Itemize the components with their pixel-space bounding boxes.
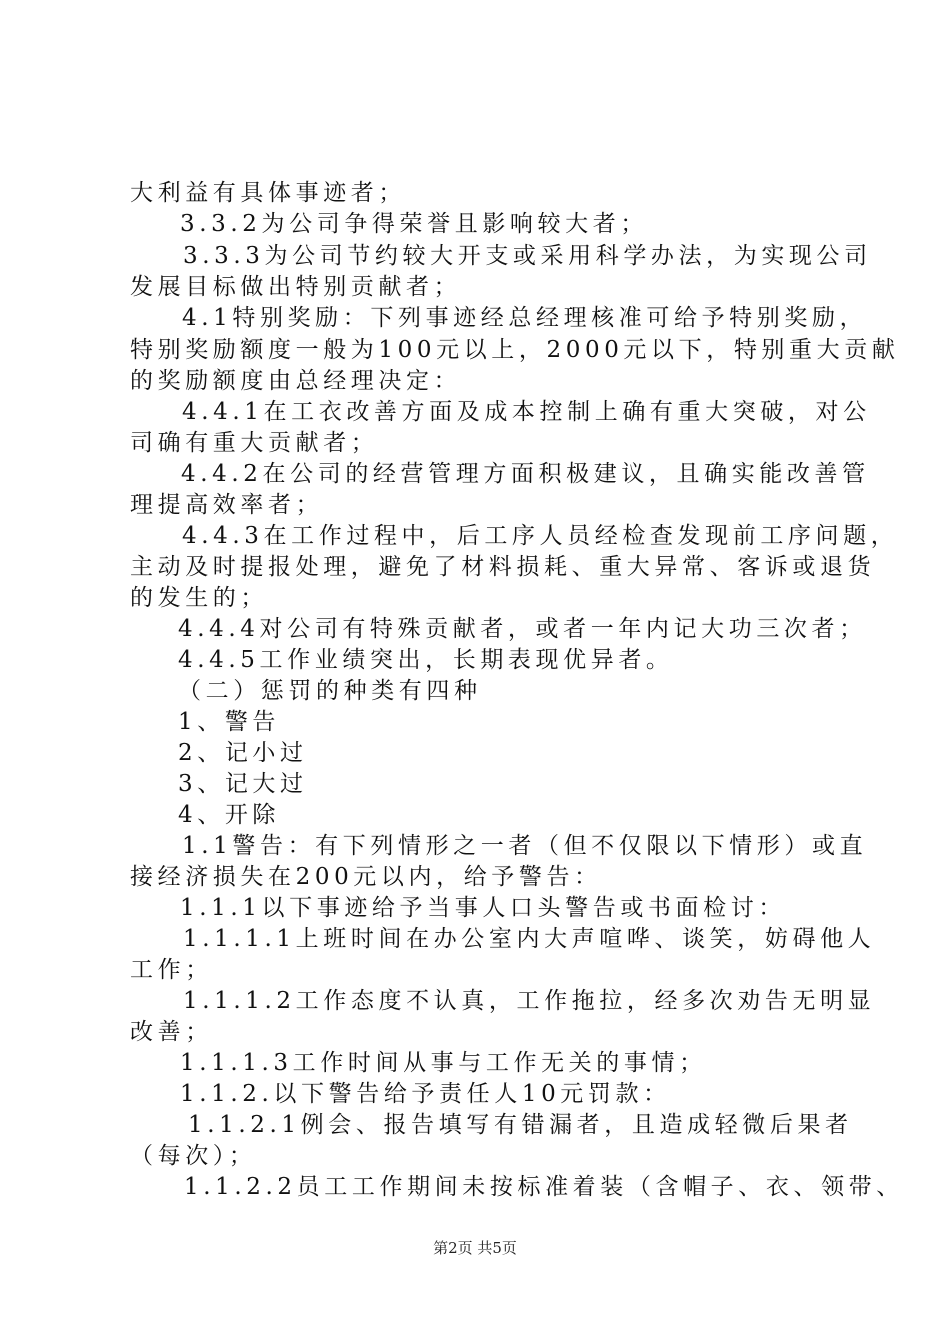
text-line: 理提高效率者； — [130, 492, 324, 518]
list-item: 3、记大过 — [178, 771, 308, 797]
text-line: （每次）； — [130, 1143, 257, 1169]
text-line: 1.1.2.1例会、报告填写有错漏者，且造成轻微后果者 — [188, 1112, 853, 1138]
list-item: 4、开除 — [178, 802, 281, 828]
text-line: 大利益有具体事迹者； — [130, 180, 406, 206]
text-line: 改善； — [130, 1019, 213, 1045]
text-line: 发展目标做出特别贡献者； — [130, 274, 462, 300]
text-line: 的发生的； — [130, 585, 268, 611]
text-line: 1.1.1.3工作时间从事与工作无关的事情； — [180, 1050, 707, 1076]
text-line: 1.1.2.2员工工作期间未按标准着装（含帽子、衣、领带、 — [184, 1174, 904, 1200]
text-line: 的奖励额度由总经理决定： — [130, 368, 462, 394]
text-line: 4.4.5工作业绩突出，长期表现优异者。 — [178, 647, 674, 673]
text-line: 3.3.3为公司节约较大开支或采用科学办法，为实现公司 — [183, 243, 872, 269]
text-line: 1.1.1.1上班时间在办公室内大声喧哗、谈笑，妨碍他人 — [183, 926, 876, 952]
list-item: 2、记小过 — [178, 740, 308, 766]
page-number-footer: 第2页 共5页 — [433, 1239, 517, 1257]
text-line: 3.3.2为公司争得荣誉且影响较大者； — [180, 211, 648, 237]
text-line: 4.4.2在公司的经营管理方面积极建议，且确实能改善管 — [181, 461, 870, 487]
text-line: 4.4.3在工作过程中，后工序人员经检查发现前工序问题， — [182, 523, 899, 549]
text-line: 1.1.2.以下警告给予责任人10元罚款： — [180, 1081, 671, 1107]
section-heading: （二）惩罚的种类有四种 — [178, 678, 482, 704]
list-item: 1、警告 — [178, 709, 281, 735]
text-line: 4.1特别奖励：下列事迹经总经理核准可给予特别奖励， — [182, 305, 868, 331]
text-line: 1.1.1以下事迹给予当事人口头警告或书面检讨： — [180, 895, 786, 921]
text-line: 特别奖励额度一般为100元以上，2000元以下，特别重大贡献 — [130, 337, 900, 363]
text-line: 接经济损失在200元以内，给予警告： — [130, 864, 602, 890]
text-line: 工作； — [130, 957, 213, 983]
text-line: 4.4.4对公司有特殊贡献者，或者一年内记大功三次者； — [178, 616, 867, 642]
text-line: 司确有重大贡献者； — [130, 430, 379, 456]
text-line: 主动及时提报处理，避免了材料损耗、重大异常、客诉或退货 — [130, 554, 876, 580]
text-line: 1.1警告：有下列情形之一者（但不仅限以下情形）或直 — [182, 833, 868, 859]
text-line: 4.4.1在工衣改善方面及成本控制上确有重大突破，对公 — [182, 399, 871, 425]
text-line: 1.1.1.2工作态度不认真，工作拖拉，经多次劝告无明显 — [183, 988, 876, 1014]
